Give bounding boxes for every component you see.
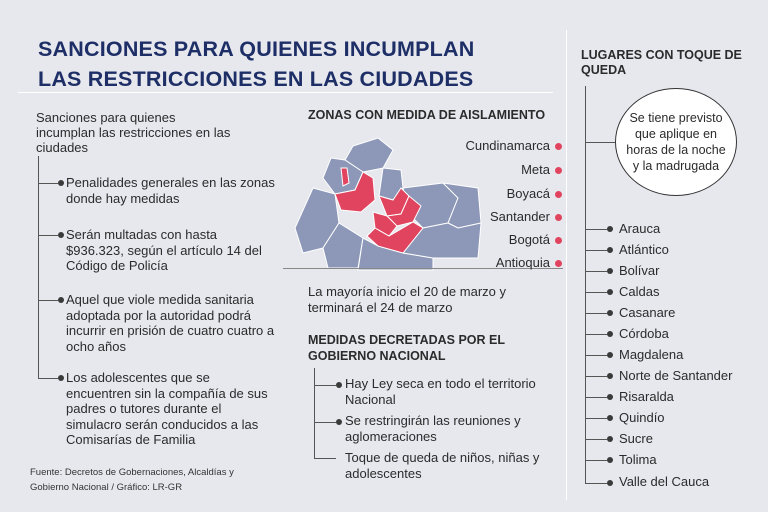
zones-title: ZONAS CON MEDIDA DE AISLAMIENTO (308, 108, 546, 122)
tree-branch (585, 439, 607, 440)
tree-branch (585, 313, 607, 314)
bullet-icon (58, 375, 64, 381)
curfew-place: Arauca (619, 221, 661, 236)
title-line-1: SANCIONES PARA QUIENES INCUMPLAN (38, 37, 475, 61)
bullet-icon (607, 480, 613, 486)
title-divider (18, 92, 553, 93)
curfew-place: Risaralda (619, 389, 674, 404)
bullet-icon (607, 457, 613, 463)
region-label: Meta (521, 162, 550, 177)
curfew-place: Magdalena (619, 347, 684, 362)
colombia-map (283, 128, 483, 273)
measure-item: Se restringirán las reuniones y aglomeraciones (345, 413, 521, 444)
region-dot-icon (555, 167, 562, 174)
bullet-icon (607, 373, 613, 379)
bullet-icon (607, 310, 613, 316)
tree-branch (314, 385, 336, 386)
bullet-icon (336, 419, 342, 425)
curfew-place: Quindío (619, 410, 665, 425)
tree-branch (38, 235, 58, 236)
curfew-title: LUGARES CON TOQUE DE QUEDA (581, 48, 742, 77)
sanction-item: Penalidades generales en las zonas donde hay medidas (66, 175, 275, 206)
bullet-icon (607, 247, 613, 253)
tree-branch (585, 376, 607, 377)
measure-item: Toque de queda de niños, niñas y adolescentes (345, 450, 540, 481)
curfew-place: Sucre (619, 431, 653, 446)
sanction-item: Los adolescentes que se encuentren sin la compañía de sus padres o tutores durante el simulacro serán conducidos a las Comisarías de Familia (66, 370, 268, 447)
map-region-north-highlight (341, 168, 349, 186)
bullet-icon (607, 331, 613, 337)
sanction-item: Serán multadas con hasta $936.323, según el artículo 14 del Código de Policía (66, 227, 262, 273)
tree-branch (585, 271, 607, 272)
sanctions-intro: Sanciones para quienes incumplan las restricciones en las ciudades (36, 110, 231, 155)
tree-branch (585, 355, 607, 356)
page-title (38, 34, 508, 94)
tree-branch (585, 460, 607, 461)
title-line-2: LAS RESTRICCIONES EN LAS CIUDADES (38, 67, 474, 91)
bullet-icon (607, 394, 613, 400)
region-dot-icon (555, 260, 562, 267)
region-dot-icon (555, 214, 562, 221)
curfew-place: Córdoba (619, 326, 669, 341)
bullet-icon (607, 352, 613, 358)
curfew-place: Valle del Cauca (619, 474, 710, 489)
bullet-icon (58, 297, 64, 303)
curfew-place: Atlántico (619, 242, 669, 257)
region-dot-icon (555, 143, 562, 150)
bullet-icon (607, 289, 613, 295)
tree-branch (585, 397, 607, 398)
column-divider (566, 30, 567, 500)
curfew-note-circle (615, 88, 737, 196)
measures-tree-line (314, 368, 315, 458)
bullet-icon (607, 415, 613, 421)
region-label: Cundinamarca (465, 138, 550, 153)
isolation-dates-note: La mayoría inicio el 20 de marzo y terminará el 24 de marzo (308, 284, 506, 315)
curfew-tree-line (585, 86, 586, 484)
source-credit: Fuente: Decretos de Gobernaciones, Alcaldías y Gobierno Nacional / Gráfico: LR-GR (30, 467, 234, 493)
tree-branch (314, 458, 336, 459)
curfew-place: Casanare (619, 305, 676, 320)
tree-branch (585, 250, 607, 251)
region-label: Antioquia (495, 255, 550, 270)
curfew-note: Se tiene previsto que aplique en horas de la noche y la madrugada (626, 111, 726, 173)
tree-branch (314, 422, 336, 423)
tree-branch (38, 378, 58, 379)
sanction-item: Aquel que viole medida sanitaria adoptada por la autoridad podrá incurrir en prisión de cuatro cuatro a ocho años (66, 292, 275, 354)
bullet-icon (336, 382, 342, 388)
tree-branch (585, 229, 607, 230)
tree-branch (585, 292, 607, 293)
tree-branch (585, 142, 615, 143)
bullet-icon (607, 436, 613, 442)
region-dot-icon (555, 191, 562, 198)
region-label: Santander (490, 209, 550, 224)
tree-branch (38, 300, 58, 301)
curfew-place: Tolima (619, 452, 657, 467)
bullet-icon (58, 232, 64, 238)
region-label: Boyacá (506, 186, 550, 201)
tree-branch (585, 483, 607, 484)
bullet-icon (58, 180, 64, 186)
tree-branch (585, 418, 607, 419)
bullet-icon (607, 226, 613, 232)
curfew-place: Caldas (619, 284, 660, 299)
region-label: Bogotá (508, 232, 550, 247)
region-dot-icon (555, 237, 562, 244)
sanctions-tree-line (38, 156, 39, 378)
tree-branch (585, 334, 607, 335)
measures-title: MEDIDAS DECRETADAS POR EL GOBIERNO NACIONAL (308, 333, 505, 363)
curfew-place: Bolívar (619, 263, 660, 278)
bullet-icon (607, 268, 613, 274)
tree-branch (38, 183, 58, 184)
measure-item: Hay Ley seca en todo el territorio Nacional (345, 376, 536, 407)
curfew-place: Norte de Santander (619, 368, 733, 383)
